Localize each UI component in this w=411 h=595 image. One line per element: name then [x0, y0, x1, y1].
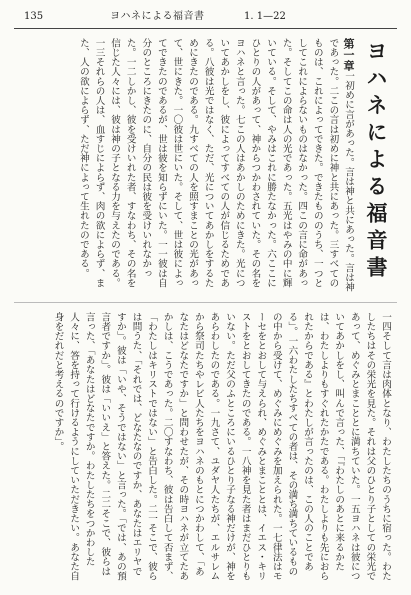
running-header: [14, 8, 397, 26]
block-divider: [14, 302, 397, 303]
upper-text-block: [22, 38, 356, 295]
book-title: ヨハネによる福音書: [364, 40, 389, 283]
running-title: ヨハネによる福音書: [110, 11, 205, 22]
lower-text-block: [22, 312, 393, 582]
header-rule: [14, 28, 397, 29]
upper-verse-text: 一初めに言があった。言は神と共にあった。言は神であった。二この言は初めに神と共にあった。三すべてのものは、これによってできた。できたもののうち、一つとしてこれによらないものはなかった。四この言に命があった。そしてこの命は人の光であった。五光はやみの中に輝いている。そして、やみはこれに勝たなかった。六ここにひとりの人があって、神からつかわされていた。その名をヨハネと言った。七この人はあかしのためにきた。光についてあかしをし、彼によってすべての人が信じるためである。八彼は光ではなく、ただ、光についてあかしをするためにきたのである。九すべての人を照すまことの光があって、世にきた。一〇彼は世にいた。そして、世は彼によってできたのであるが、世は彼を知らずにいた。一一彼は自分のところにきたのに、自分の民は彼を受けいれなかった。一二しかし、彼を受けいれた者、すなわち、その名を信じた人々には、彼は神の子となる力を与えたのである。一三それらの人は、血すじによらず、肉の欲によらず、また、人の欲によらず、ただ神によって生れたのである。: [77, 38, 354, 292]
page-number: 135: [24, 11, 44, 22]
verse-reference: 1. 1—22: [244, 11, 286, 22]
lower-verse-text: 一四そして言は肉体となり、わたしたちのうちに宿った。わたしたちはその栄光を見た。それは父のひとり子としての栄光であって、めぐみとまこととに満ちていた。一五ヨハネは彼についてあかしをし、叫んで言った、「『わたしのあとに来るかたは、わたしよりもすぐれたかたである。わたしよりも先におられたからである』とわたしが言ったのは、この人のことである」。一六わたしたちすべての者は、その満ち満ちているものの中から受けて、めぐみにめぐみを加えられた。一七律法はモーセをとおして与えられ、めぐみとまこととは、イエス・キリストをとおしてきたのである。一八神を見た者はまだひとりもいない。ただ父のふところにいるひとり子なる神だけが、神をあらわしたのである。一九さて、ユダヤ人たちが、エルサレムから祭司たちやレビ人たちをヨハネのもとにつかわして、「あなたはどなたですか」と問わせたが、その時ヨハネが立てたあかしは、こうであった。二〇すなわち、彼は告白して否まず、「わたしはキリストではない」と告白した。二一そこで、彼らは問うた、「それでは、どなたなのですか、あなたはエリヤですか」。彼は「いや、そうではない」と言った。「では、あの預言者ですか」。彼は「いいえ」と答えた。二二そこで、彼らは言った、「あなたはどなたですか。わたしたちをつかわした人々に、答を持って行けるようにしていただきたい。あなた自身をだれだと考えるのですか」。: [52, 312, 391, 581]
chapter-heading: 第一章: [342, 38, 355, 71]
